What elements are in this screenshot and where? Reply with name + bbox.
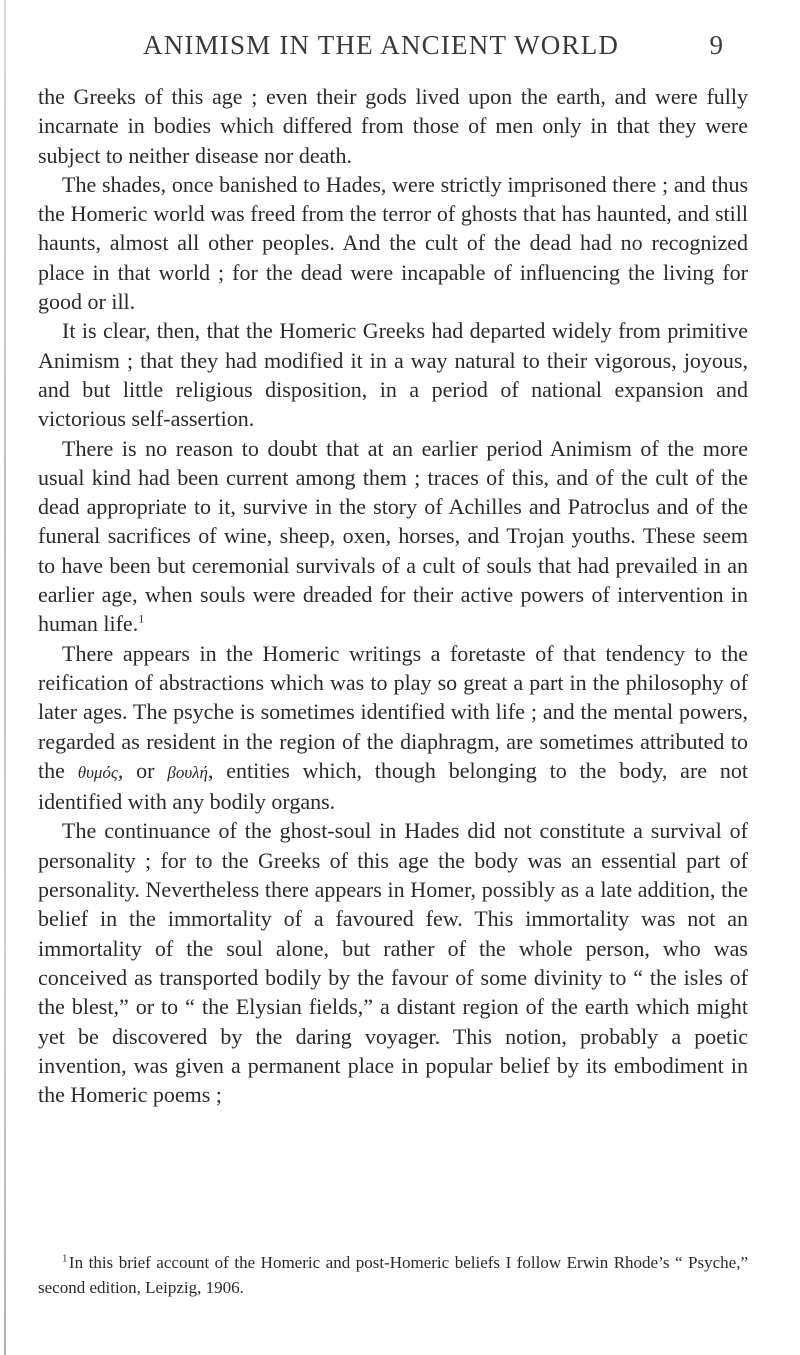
running-head-title: ANIMISM IN THE ANCIENT WORLD: [143, 30, 620, 60]
paragraph-5-or: , or: [117, 757, 168, 783]
paragraph-5-text-before: There appears in the Homeric writings a foretaste of that tendency to the reification of abstractions which was to play so great a part in the philosophy of later ages. The psyche is sometimes identified with life ; and the mental powers, regarded as resident in the region of the diaphragm, are sometimes attributed to the: [38, 640, 748, 783]
paragraph-6: The continuance of the ghost-soul in Hades did not constitute a survival of personality ; for to the Greeks of this age the body was an essential part of personality. Nevertheless there appears in Homer, possibly as a late addition, the belief in the immortality of a favoured few. This immortality was not an immortality of the soul alone, but rather of the whole person, who was conceived as transported bodily by the favour of some divinity to “ the isles of the blest,” or to “ the Elysian fields,” a distant region of the earth which might yet be discovered by the daring voyager. This notion, probably a poetic invention, was given a permanent place in popular belief by its embodiment in the Homeric poems ;: [38, 818, 748, 1108]
footnote-reference: 1: [138, 612, 145, 627]
paragraph-3: It is clear, then, that the Homeric Greeks had departed widely from primitive Animism ; that they had modified it in a way natural to their vigorous, joyous, and but little religious disposition, in a period of national expansion and victorious self-assertion.: [38, 318, 748, 432]
paragraph-2: The shades, once banished to Hades, were strictly imprisoned there ; and thus the Homeric world was freed from the terror of ghosts that has haunted, and still haunts, almost all other peoples. And the cult of the dead had no recognized place in that world ; for the dead were incapable of influencing the living for good or ill.: [38, 171, 748, 315]
body-text: [38, 82, 748, 1109]
footnotes: [38, 1250, 748, 1300]
greek-word-boule: βουλή: [167, 762, 208, 782]
footnote-text: In this brief account of the Homeric and post-Homeric beliefs I follow Erwin Rhode’s “ Psyche,” second edition, Leipzig, 1906.: [38, 1253, 748, 1297]
greek-word-thumos: θυμός: [77, 762, 118, 782]
paragraph-5: [38, 639, 748, 817]
running-head: [143, 30, 723, 61]
page-number: 9: [709, 30, 723, 60]
paragraph-4-text: There is no reason to doubt that at an earlier period Animism of the more usual kind had been current among them ; traces of this, and of the cult of the dead appropriate to it, survive in the story of Achilles and Patroclus and of the funeral sacrifices of wine, sheep, oxen, horses, and Trojan youths. These seem to have been but ceremonial survivals of a cult of souls that had prevailed in an earlier age, when souls were dreaded for their active powers of intervention in human life.: [38, 435, 748, 637]
paragraph-4: [38, 434, 748, 639]
page-edge-shadow: [4, 0, 6, 1355]
footnote: [38, 1250, 748, 1300]
paragraph-5-text-after: , entities which, though belonging to the body, are not identified with any bodily organs.: [38, 757, 749, 815]
footnote-marker: 1: [62, 1252, 68, 1265]
paragraph-1: the Greeks of this age ; even their gods lived upon the earth, and were fully incarnate in bodies which differed from those of men only in that they were subject to neither disease nor death.: [38, 84, 748, 168]
